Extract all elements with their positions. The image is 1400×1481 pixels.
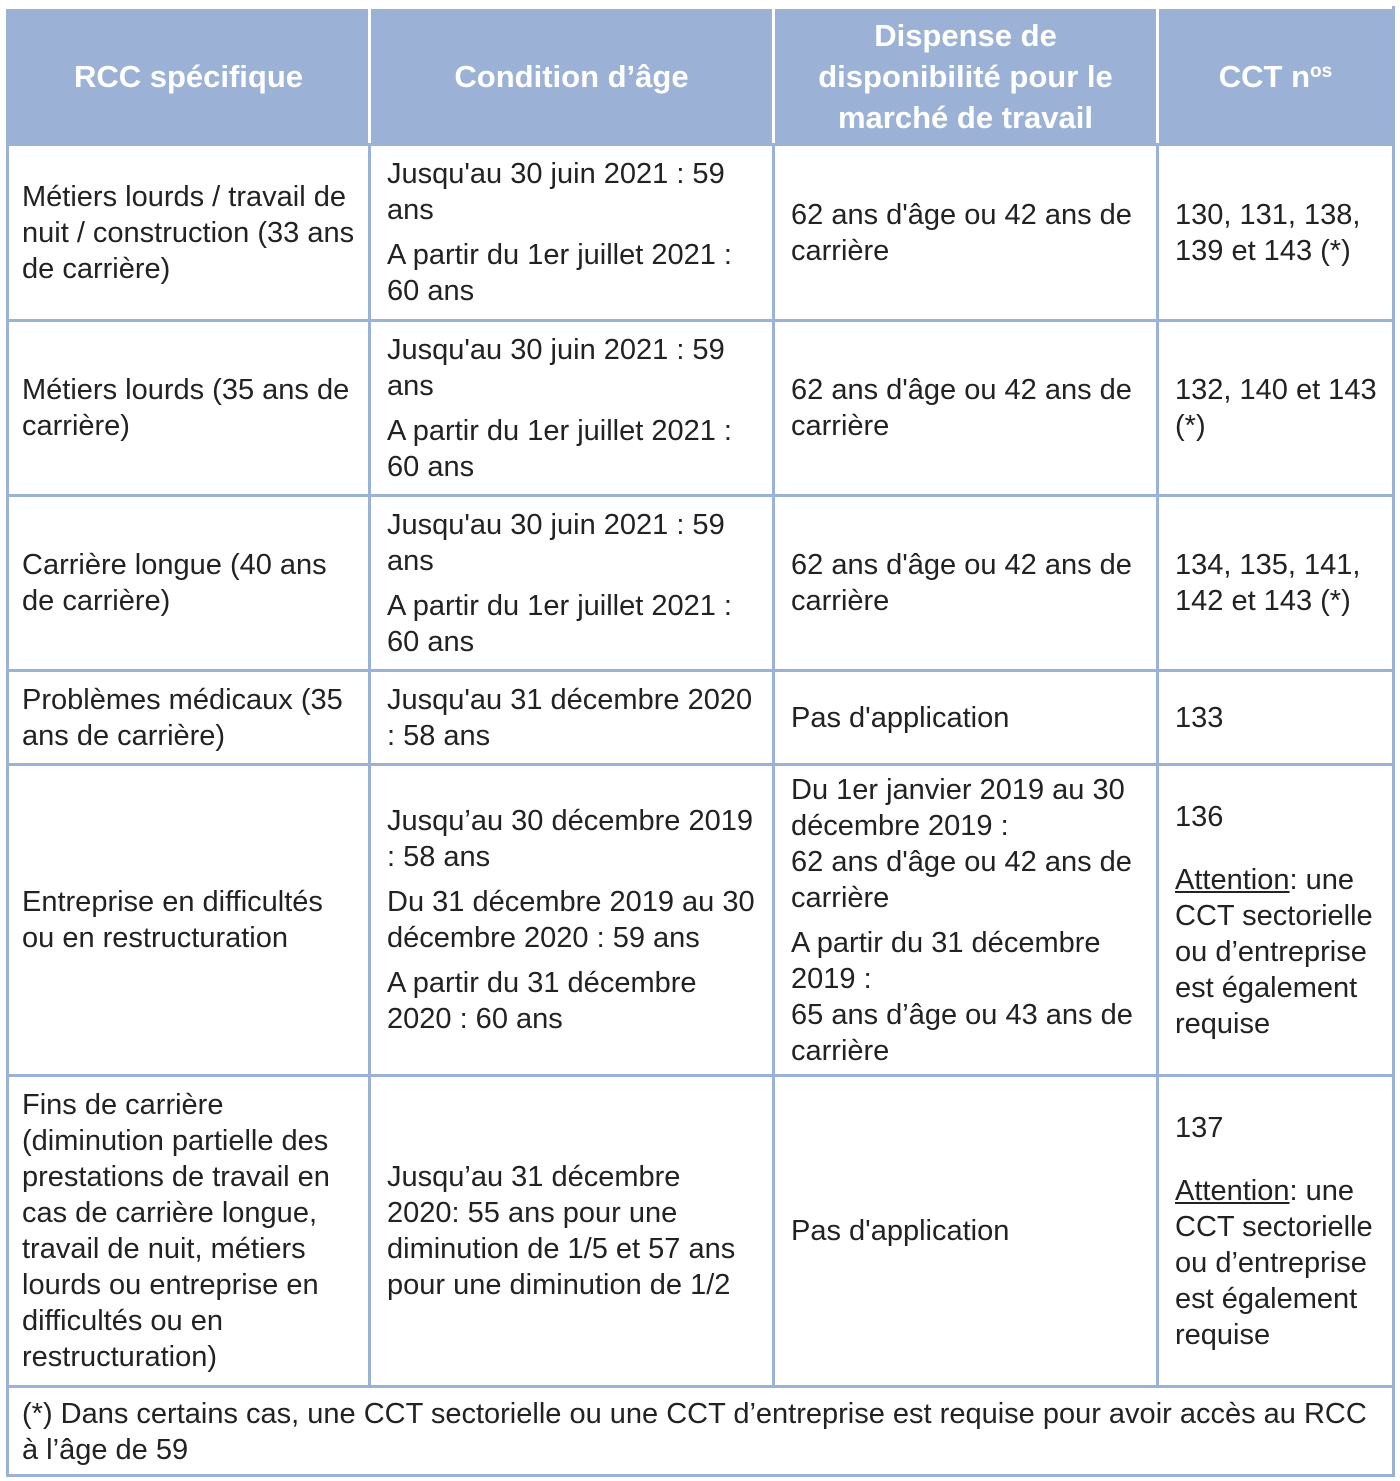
cell-cct: 132, 140 et 143 (*) (1158, 321, 1394, 496)
age-line: Jusqu'au 31 décembre 2020 : 58 ans (387, 683, 753, 752)
cct-number: 137 (1175, 1111, 1224, 1144)
table-row (8, 145, 1394, 321)
table-row (8, 671, 1394, 765)
cell-age (370, 321, 774, 496)
attention-text: : une CCT sectorielle ou d’entreprise est également requise (1175, 1174, 1373, 1351)
cell-rcc: Problèmes médicaux (35 ans de carrière) (8, 671, 370, 765)
age-line: Jusqu'au 30 juin 2021 : 59 ans (387, 333, 725, 402)
cell-dispense: Pas d'application (774, 1076, 1158, 1387)
cell-cct (1158, 765, 1394, 1076)
rcc-table-container (6, 6, 1392, 1477)
cell-age (370, 496, 774, 671)
header-cct-sup: os (1310, 60, 1333, 82)
dispense-line: Du 1er janvier 2019 au 30 décembre 2019 : (791, 773, 1125, 842)
cell-age (370, 671, 774, 765)
age-line: Jusqu'au 30 juin 2021 : 59 ans (387, 508, 725, 577)
cell-cct: 133 (1158, 671, 1394, 765)
dispense-line: 65 ans d’âge ou 43 ans de carrière (791, 998, 1133, 1067)
table-header-row (8, 8, 1394, 145)
cell-dispense: 62 ans d'âge ou 42 ans de carrière (774, 321, 1158, 496)
age-line: Jusqu’au 31 décembre 2020: 55 ans pour une diminution de 1/5 et 57 ans pour une diminution de 1/2 (387, 1161, 736, 1301)
cell-cct: 134, 135, 141, 142 et 143 (*) (1158, 496, 1394, 671)
table-row (8, 765, 1394, 1076)
cell-dispense (774, 765, 1158, 1076)
header-rcc: RCC spécifique (8, 8, 370, 145)
cell-rcc: Fins de carrière (diminution partielle des prestations de travail en cas de carrière longue, travail de nuit, métiers lourds ou entreprise en difficultés ou en restructuration) (8, 1076, 370, 1387)
cell-cct: 130, 131, 138, 139 et 143 (*) (1158, 145, 1394, 321)
age-line: A partir du 1er juillet 2021 : 60 ans (387, 414, 732, 483)
cell-cct (1158, 1076, 1394, 1387)
cell-rcc: Métiers lourds (35 ans de carrière) (8, 321, 370, 496)
cell-age (370, 145, 774, 321)
table-row (8, 1076, 1394, 1387)
dispense-line: 62 ans d'âge ou 42 ans de carrière (791, 845, 1132, 914)
cct-number: 136 (1175, 800, 1224, 833)
age-line: Jusqu'au 30 juin 2021 : 59 ans (387, 158, 725, 226)
age-line: A partir du 1er juillet 2021 : 60 ans (387, 589, 732, 658)
footnote: (*) Dans certains cas, une CCT sectorielle ou une CCT d’entreprise est requise pour avoir accès au RCC à l’âge de 59 (8, 1387, 1394, 1476)
header-cct-label: CCT n (1218, 58, 1311, 94)
table-row (8, 496, 1394, 671)
footnote-row (8, 1387, 1394, 1476)
attention-text: : une CCT sectorielle ou d’entreprise est également requise (1175, 863, 1373, 1040)
cell-rcc: Métiers lourds / travail de nuit / construction (33 ans de carrière) (8, 145, 370, 321)
rcc-table (6, 6, 1395, 1477)
cell-dispense: 62 ans d'âge ou 42 ans de carrière (774, 145, 1158, 321)
age-line: A partir du 31 décembre 2020 : 60 ans (387, 967, 697, 1035)
cell-age (370, 765, 774, 1076)
attention-label: Attention (1175, 863, 1290, 896)
header-cct (1158, 8, 1394, 145)
attention-label: Attention (1175, 1174, 1290, 1207)
table-row (8, 321, 1394, 496)
age-line: Jusqu’au 30 décembre 2019 : 58 ans (387, 805, 753, 873)
cell-dispense: 62 ans d'âge ou 42 ans de carrière (774, 496, 1158, 671)
header-age-condition: Condition d’âge (370, 8, 774, 145)
dispense-line: A partir du 31 décembre 2019 : (791, 926, 1101, 995)
header-dispense: Dispense de disponibilité pour le marché de travail (774, 8, 1158, 145)
cct-attention (1175, 862, 1384, 1042)
cell-rcc: Carrière longue (40 ans de carrière) (8, 496, 370, 671)
cell-rcc: Entreprise en difficultés ou en restructuration (8, 765, 370, 1076)
age-line: Du 31 décembre 2019 au 30 décembre 2020 : 59 ans (387, 886, 755, 954)
cell-age (370, 1076, 774, 1387)
cct-attention (1175, 1173, 1384, 1353)
cell-dispense: Pas d'application (774, 671, 1158, 765)
age-line: A partir du 1er juillet 2021 : 60 ans (387, 239, 732, 307)
